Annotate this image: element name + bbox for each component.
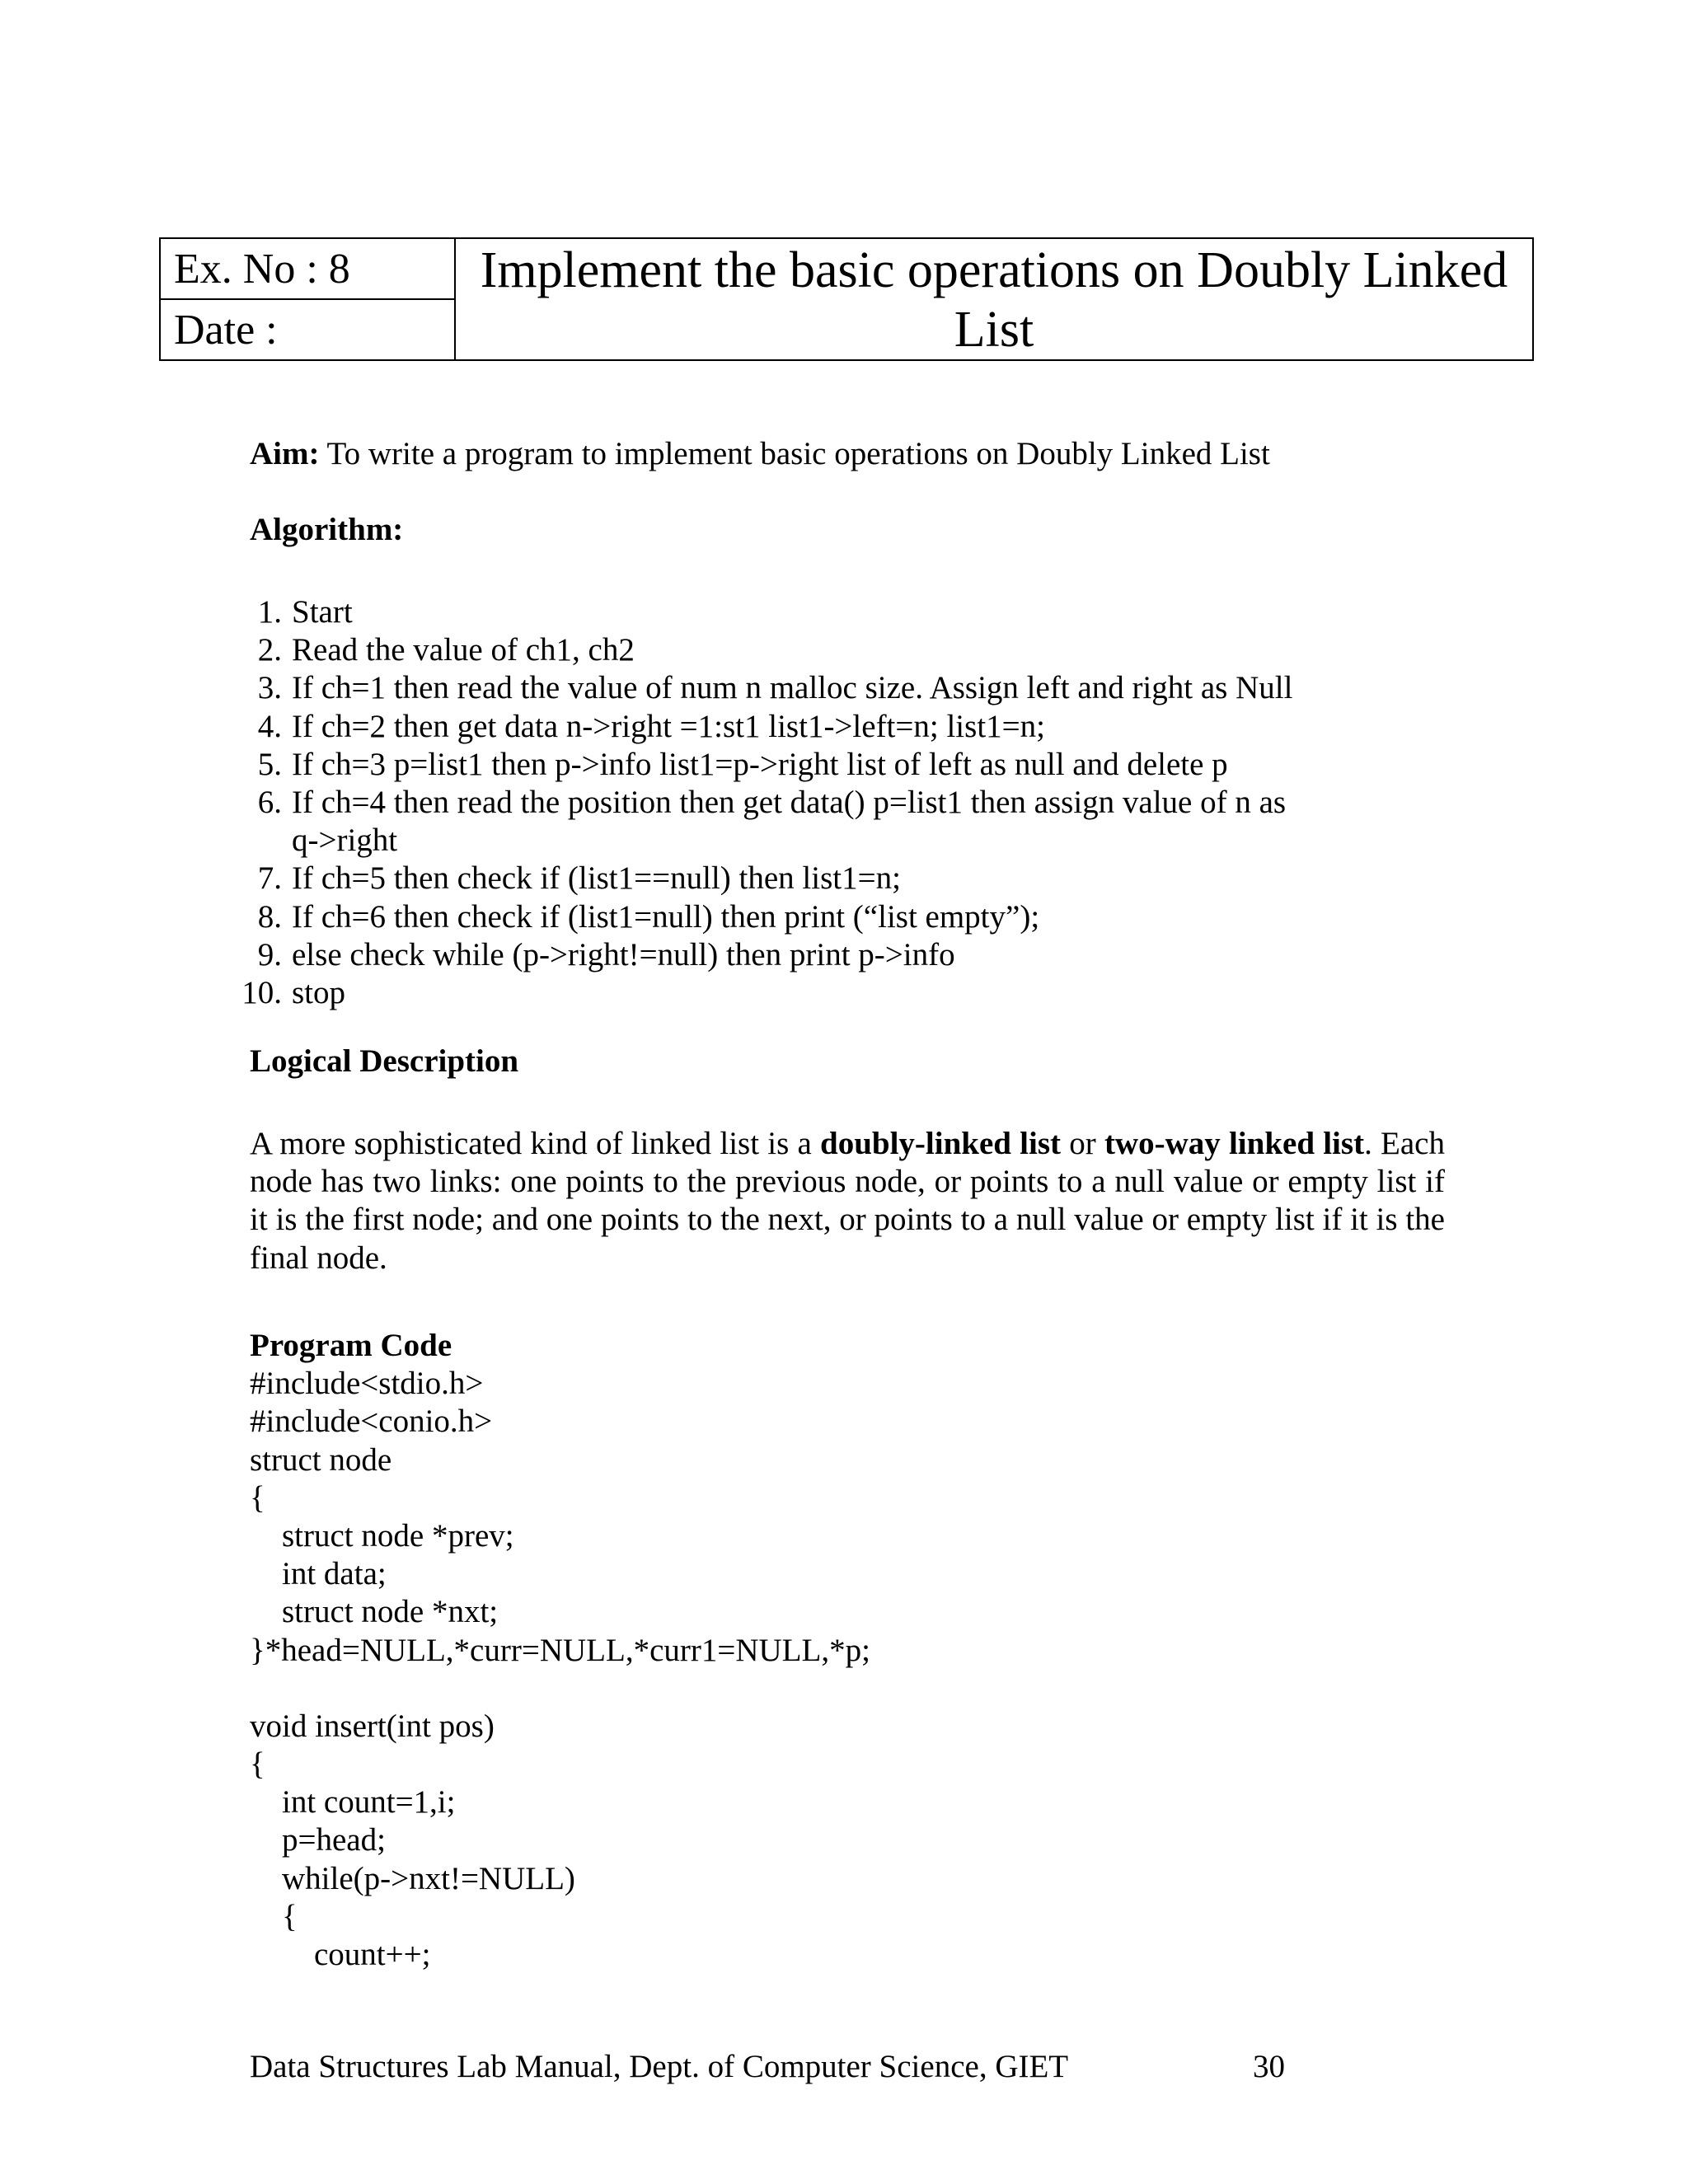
code-line bbox=[250, 1670, 870, 1708]
code-line: { bbox=[250, 1746, 265, 1783]
exercise-number: Ex. No : 8 bbox=[161, 239, 456, 300]
code-line: { bbox=[250, 1479, 265, 1516]
algorithm-step bbox=[257, 898, 1446, 936]
algorithm-step-number: 6. bbox=[257, 785, 282, 821]
code-line: int count=1,i; bbox=[250, 1784, 456, 1821]
algorithm-step-text: If ch=1 then read the value of num n malloc size. Assign left and right as Null bbox=[292, 670, 1293, 706]
algorithm-step bbox=[257, 669, 1446, 707]
algorithm-heading: Algorithm: bbox=[250, 512, 404, 547]
algorithm-step bbox=[257, 708, 1446, 746]
code-line: #include<stdio.h> bbox=[250, 1366, 484, 1402]
code-line: p=head; bbox=[250, 1822, 386, 1858]
algorithm-step-continuation bbox=[292, 822, 1446, 860]
code-line: #include<conio.h> bbox=[250, 1404, 493, 1440]
algorithm-step-number: 8. bbox=[257, 898, 282, 935]
exercise-date: Date : bbox=[161, 300, 456, 359]
algorithm-steps bbox=[241, 593, 1446, 1012]
algorithm-step-text: stop bbox=[292, 975, 346, 1011]
code-line: struct node *nxt; bbox=[250, 1594, 499, 1630]
algorithm-step-text: q->right bbox=[292, 823, 398, 859]
code-line: struct node *prev; bbox=[250, 1517, 514, 1554]
logical-description-heading: Logical Description bbox=[250, 1043, 519, 1079]
code-line: while(p->nxt!=NULL) bbox=[250, 1860, 575, 1896]
page-number: 30 bbox=[1253, 2049, 1285, 2084]
program-code-lines bbox=[250, 1365, 870, 1974]
logical-term-two-way: two-way linked list bbox=[1104, 1126, 1365, 1161]
algorithm-step-text: else check while (p->right!=null) then print p->info bbox=[292, 936, 955, 972]
logical-text-2: or bbox=[1061, 1126, 1104, 1161]
algorithm-step-number: 5. bbox=[257, 746, 282, 782]
algorithm-step bbox=[257, 860, 1446, 898]
code-line: void insert(int pos) bbox=[250, 1708, 495, 1744]
algorithm-step-text: If ch=6 then check if (list1=null) then print (“list empty”); bbox=[292, 898, 1040, 935]
aim-line bbox=[250, 435, 1270, 473]
algorithm-step-number: 2. bbox=[257, 632, 282, 668]
exercise-header-table bbox=[159, 237, 1534, 361]
code-line: }*head=NULL,*curr=NULL,*curr1=NULL,*p; bbox=[250, 1632, 870, 1668]
code-line: count++; bbox=[250, 1937, 431, 1972]
algorithm-step bbox=[257, 746, 1446, 784]
algorithm-step-number: 9. bbox=[257, 936, 282, 972]
code-line: struct node bbox=[250, 1441, 392, 1478]
algorithm-step-number: 10. bbox=[241, 975, 282, 1011]
algorithm-step bbox=[257, 936, 1446, 974]
algorithm-step-text: If ch=5 then check if (list1==null) then list1=n; bbox=[292, 860, 901, 897]
algorithm-step-text: If ch=4 then read the position then get data() p=list1 then assign value of n as bbox=[292, 785, 1287, 821]
algorithm-step-text: If ch=2 then get data n->right =1:st1 list1->left=n; list1=n; bbox=[292, 708, 1045, 744]
algorithm-step-text: Read the value of ch1, ch2 bbox=[292, 632, 635, 668]
algorithm-step-number: 3. bbox=[257, 670, 282, 706]
logical-text-3: . Each node has two links: one points to the previous node, or points to a null value or empty list if it is the first node; and one points to the next, or points to a null value or empty list if it is the final node. bbox=[250, 1126, 1445, 1276]
logical-description-paragraph bbox=[250, 1125, 1445, 1277]
program-code-heading: Program Code bbox=[250, 1328, 452, 1363]
exercise-title-line-2: List bbox=[954, 302, 1034, 358]
exercise-title bbox=[456, 239, 1532, 361]
algorithm-step-number: 7. bbox=[257, 860, 282, 897]
algorithm-step bbox=[257, 631, 1446, 669]
algorithm-step bbox=[241, 974, 1446, 1012]
logical-term-doubly-linked: doubly-linked list bbox=[820, 1126, 1062, 1161]
algorithm-step bbox=[257, 593, 1446, 631]
algorithm-step bbox=[257, 784, 1446, 822]
code-line: { bbox=[250, 1898, 298, 1934]
aim-label: Aim: bbox=[250, 436, 320, 471]
code-line: int data; bbox=[250, 1556, 387, 1592]
logical-text-1: A more sophisticated kind of linked list is a bbox=[250, 1126, 821, 1161]
algorithm-step-number: 4. bbox=[257, 708, 282, 744]
algorithm-step-text: If ch=3 p=list1 then p->info list1=p->right list of left as null and delete p bbox=[292, 746, 1228, 782]
algorithm-step-number: 1. bbox=[257, 594, 282, 630]
program-code-block bbox=[250, 1327, 870, 1974]
aim-text: To write a program to implement basic operations on Doubly Linked List bbox=[319, 436, 1270, 471]
exercise-title-line-1: Implement the basic operations on Doubly Linked bbox=[480, 242, 1508, 298]
footer-text: Data Structures Lab Manual, Dept. of Computer Science, GIET bbox=[250, 2049, 1069, 2084]
algorithm-step-text: Start bbox=[292, 594, 353, 630]
